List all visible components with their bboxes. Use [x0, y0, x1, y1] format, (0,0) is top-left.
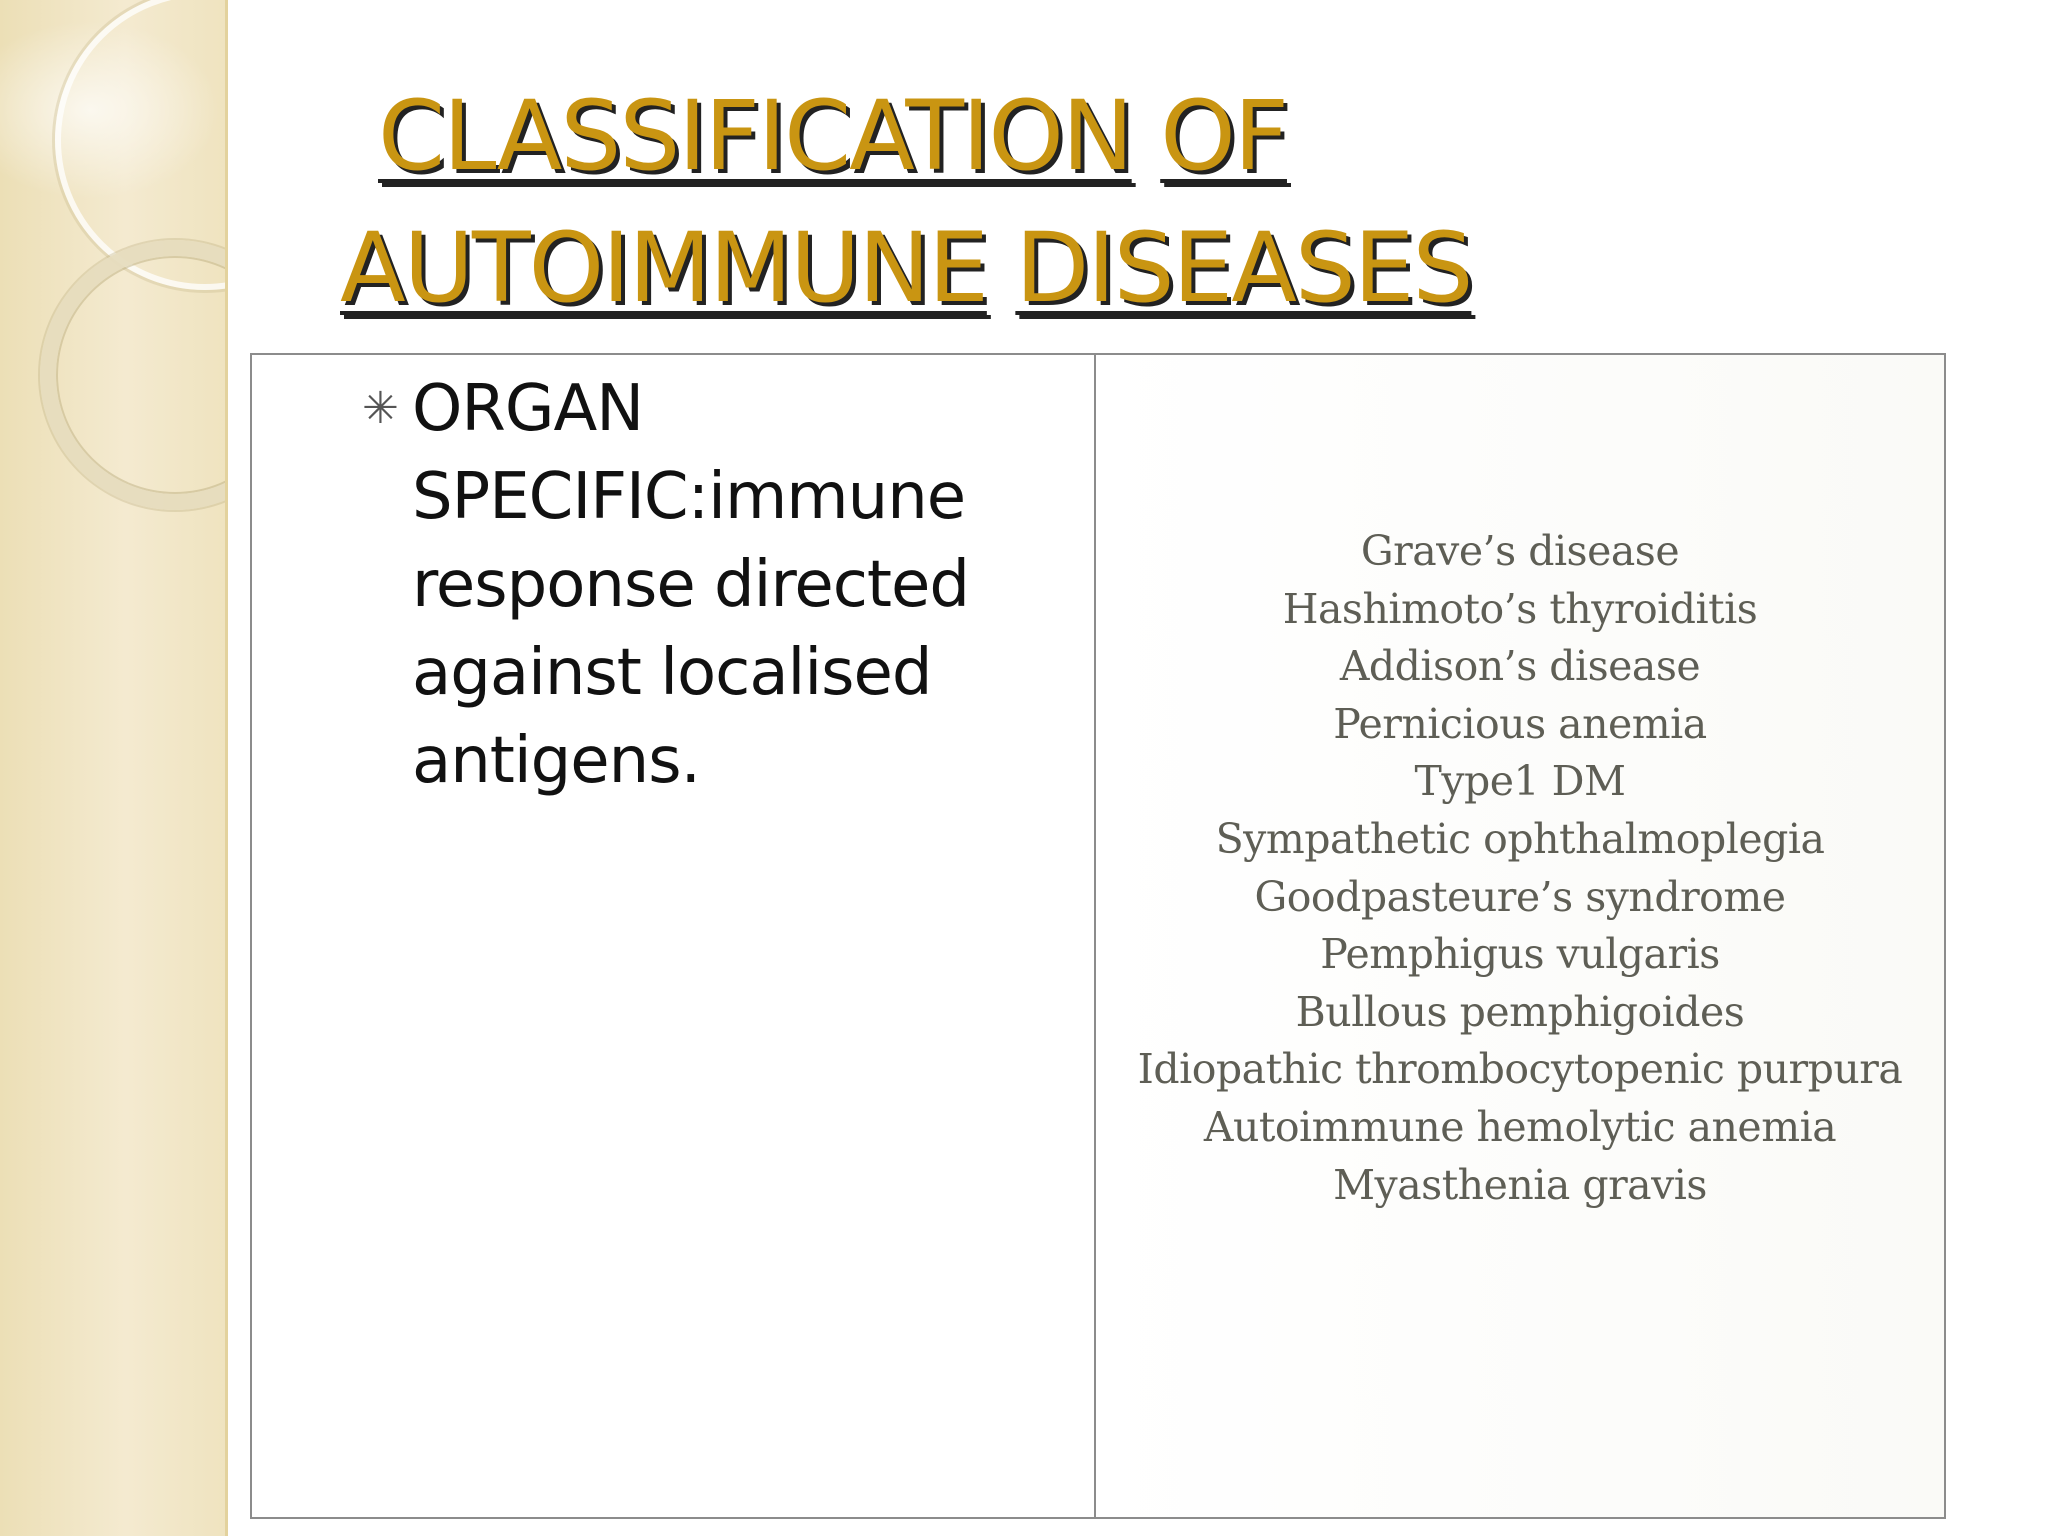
- table-cell-category: [252, 355, 1096, 1517]
- disease-list: [1096, 523, 1944, 1214]
- disease-item: Sympathetic ophthalmoplegia: [1215, 814, 1825, 863]
- disease-item: Myasthenia gravis: [1333, 1160, 1707, 1209]
- bullet-text: [412, 365, 969, 805]
- bullet-line: SPECIFIC:immune: [412, 460, 966, 534]
- disease-item: Pernicious anemia: [1333, 699, 1707, 748]
- disease-item: Autoimmune hemolytic anemia: [1203, 1102, 1837, 1151]
- title-word-of: OF: [1160, 80, 1287, 192]
- decorative-side-band: [0, 0, 228, 1536]
- disease-item: Type1 DM: [1414, 757, 1626, 806]
- disease-item: Addison’s disease: [1339, 642, 1701, 691]
- classification-table: [250, 353, 1946, 1519]
- asterisk-bullet-icon: ✳: [362, 383, 399, 434]
- bullet-item: [362, 365, 1082, 805]
- slide-title: [340, 70, 1680, 334]
- bullet-line: against localised: [412, 636, 932, 710]
- disease-item: Grave’s disease: [1360, 527, 1680, 575]
- disease-item: Hashimoto’s thyroiditis: [1282, 584, 1758, 633]
- title-word-autoimmune: AUTOIMMUNE: [340, 212, 987, 324]
- title-line-1: [340, 70, 1680, 202]
- title-word-classification: CLASSIFICATION: [378, 80, 1132, 192]
- title-line-2: [340, 202, 1680, 334]
- disease-item: Idiopathic thrombocytopenic purpura: [1137, 1045, 1903, 1094]
- bullet-line: response directed: [412, 548, 969, 622]
- decorative-ring-middle: [40, 240, 228, 510]
- disease-item: Goodpasteure’s syndrome: [1254, 872, 1786, 921]
- table-cell-diseases: [1096, 355, 1944, 1517]
- bullet-line: antigens.: [412, 724, 700, 798]
- title-word-diseases: DISEASES: [1015, 212, 1472, 324]
- disease-item: Bullous pemphigoides: [1295, 987, 1745, 1036]
- disease-item: Pemphigus vulgaris: [1320, 930, 1720, 979]
- bullet-line: ORGAN: [412, 372, 644, 446]
